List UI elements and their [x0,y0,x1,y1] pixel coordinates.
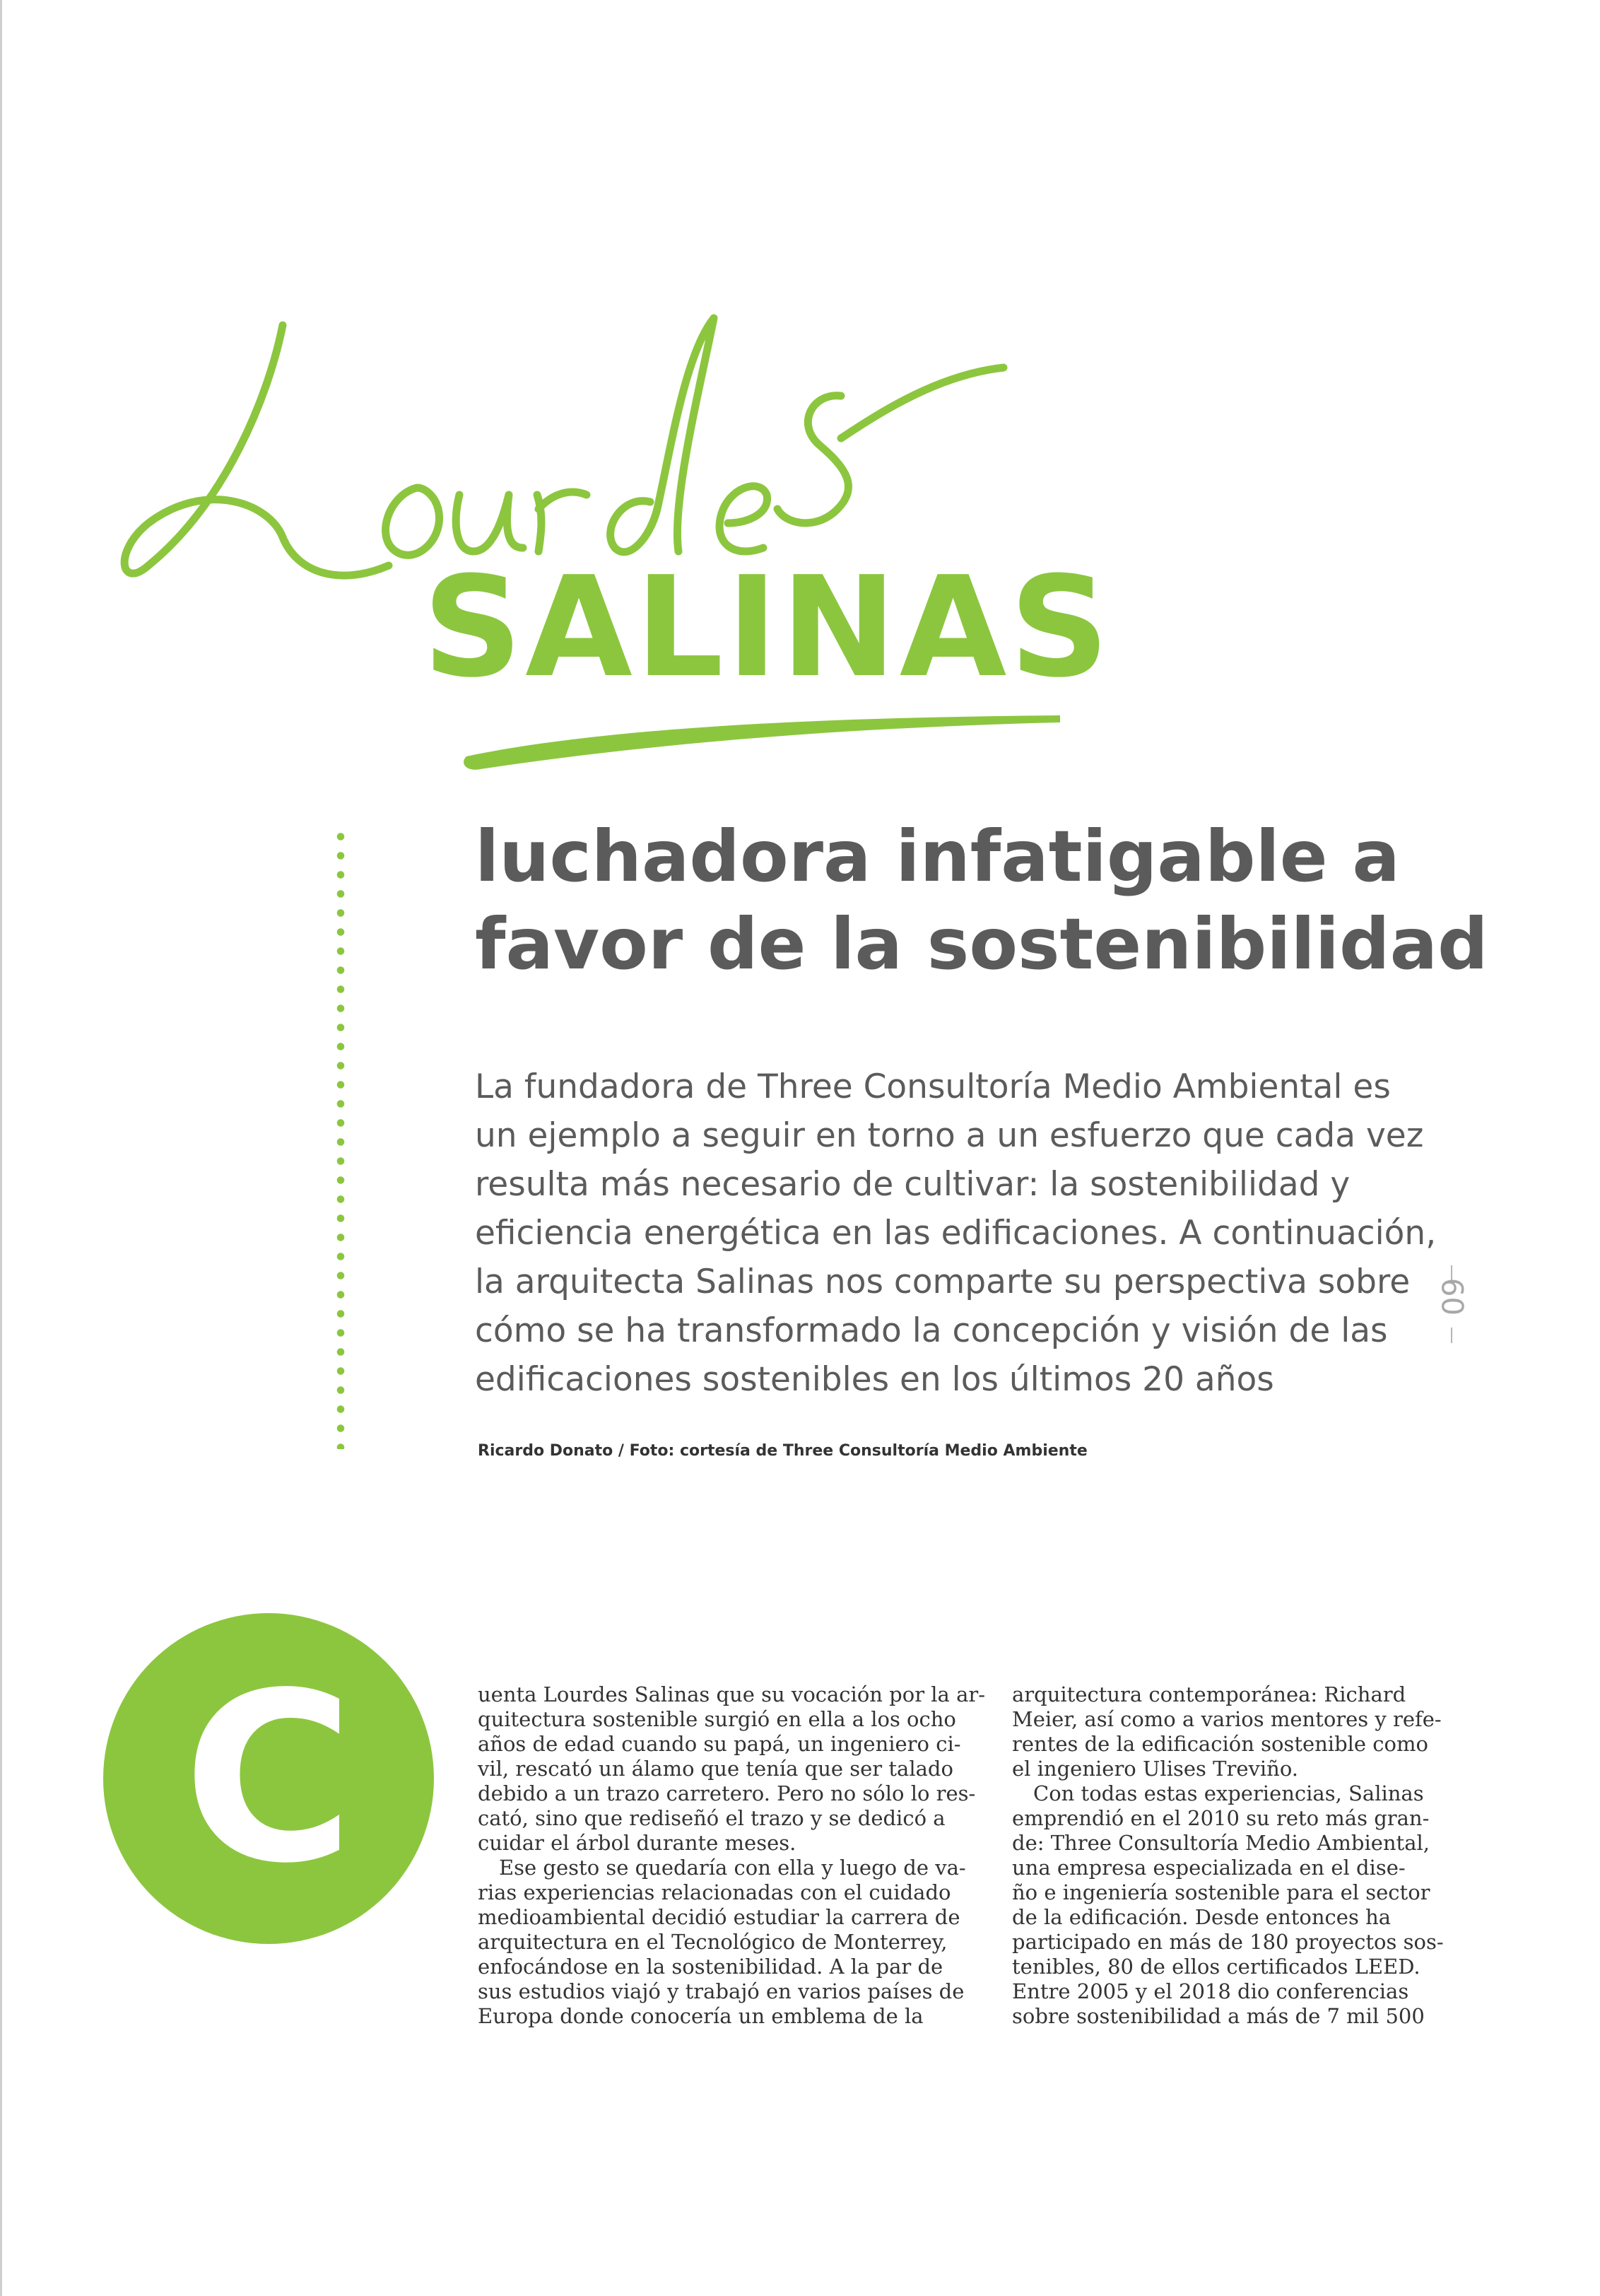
intro-line: eficiencia energética en las edificaciones. A continuación, [475,1214,1437,1253]
intro-line: un ejemplo a seguir en torno a un esfuerzo que cada vez [475,1116,1424,1155]
body-line: participado en más de 180 proyectos sos- [1012,1930,1444,1954]
body-column-1 [478,1682,986,2029]
body-line: cató, sino que rediseñó el trazo y se dedicó a [478,1806,946,1830]
body-line: medioambiental decidió estudiar la carrera de [478,1905,960,1929]
body-line: tenibles, 80 de ellos certificados LEED. [1012,1955,1420,1979]
body-line: enfocándose en la sostenibilidad. A la par de [478,1955,943,1979]
intro-line: resulta más necesario de cultivar: la sostenibilidad y [475,1165,1351,1204]
body-line: cuidar el árbol durante meses. [478,1831,796,1855]
intro-line: la arquitecta Salinas nos comparte su perspectiva sobre [475,1263,1411,1301]
body-line: Con todas estas experiencias, Salinas [1033,1781,1424,1805]
intro-line: cómo se ha transformado la concepción y visión de las [475,1311,1388,1350]
body-line: una empresa especializada en el dise- [1012,1856,1406,1880]
title-surname: SALINAS [423,547,1112,708]
intro-line: edificaciones sostenibles en los últimos 20 años [475,1360,1274,1399]
body-line: debido a un trazo carretero. Pero no sólo lo res- [478,1781,976,1805]
body-line: Meier, así como a varios mentores y refe- [1012,1707,1442,1731]
page-number-tick-bottom [1451,1328,1452,1343]
body-line: de: Three Consultoría Medio Ambiental, [1012,1831,1430,1855]
body-line: arquitectura contemporánea: Richard [1012,1682,1406,1706]
body-line: quitectura sostenible surgió en ella a los ocho [478,1707,956,1731]
dropcap-letter: C [182,1643,355,1914]
body-line: uenta Lourdes Salinas que su vocación por la ar- [478,1682,986,1706]
page-number-text: 60 [1435,1277,1470,1316]
headline-line-2: favor de la sostenibilidad [475,903,1488,985]
body-line: rias experiencias relacionadas con el cuidado [478,1880,951,1904]
dropcap-circle [103,1613,434,1944]
article-headline [475,813,1488,988]
page-number [1428,1265,1477,1336]
body-line: el ingeniero Ulises Treviño. [1012,1757,1298,1781]
body-line: vil, rescató un álamo que tenía que ser talado [478,1757,953,1781]
body-line: sobre sostenibilidad a más de 7 mil 500 [1012,2004,1425,2028]
dotted-divider [336,827,345,1449]
body-line: Europa donde conocería un emblema de la [478,2004,924,2028]
body-line: de la edificación. Desde entonces ha [1012,1905,1392,1929]
intro-line: La fundadora de Three Consultoría Medio Ambiental es [475,1067,1391,1106]
body-line: emprendió en el 2010 su reto más gran- [1012,1806,1430,1830]
body-line: sus estudios viajó y trabajó en varios países de [478,1979,965,2003]
page-edge-line [0,0,2,2296]
article-intro [475,1062,1437,1404]
headline-line-1: luchadora infatigable a [475,815,1400,898]
body-line: rentes de la edificación sostenible como [1012,1732,1428,1756]
body-column-2 [1012,1682,1444,2029]
body-line: Ese gesto se quedaría con ella y luego de va- [499,1856,966,1880]
brush-stroke-underline [459,707,1067,778]
body-line: Entre 2005 y el 2018 dio conferencias [1012,1979,1409,2003]
body-line: años de edad cuando su papá, un ingeniero ci- [478,1732,961,1756]
body-line: arquitectura en el Tecnológico de Monterrey, [478,1930,948,1954]
body-line: ño e ingeniería sostenible para el sector [1012,1880,1430,1904]
photo-credit: Ricardo Donato / Foto: cortesía de Three Consultoría Medio Ambiente [478,1442,1088,1460]
